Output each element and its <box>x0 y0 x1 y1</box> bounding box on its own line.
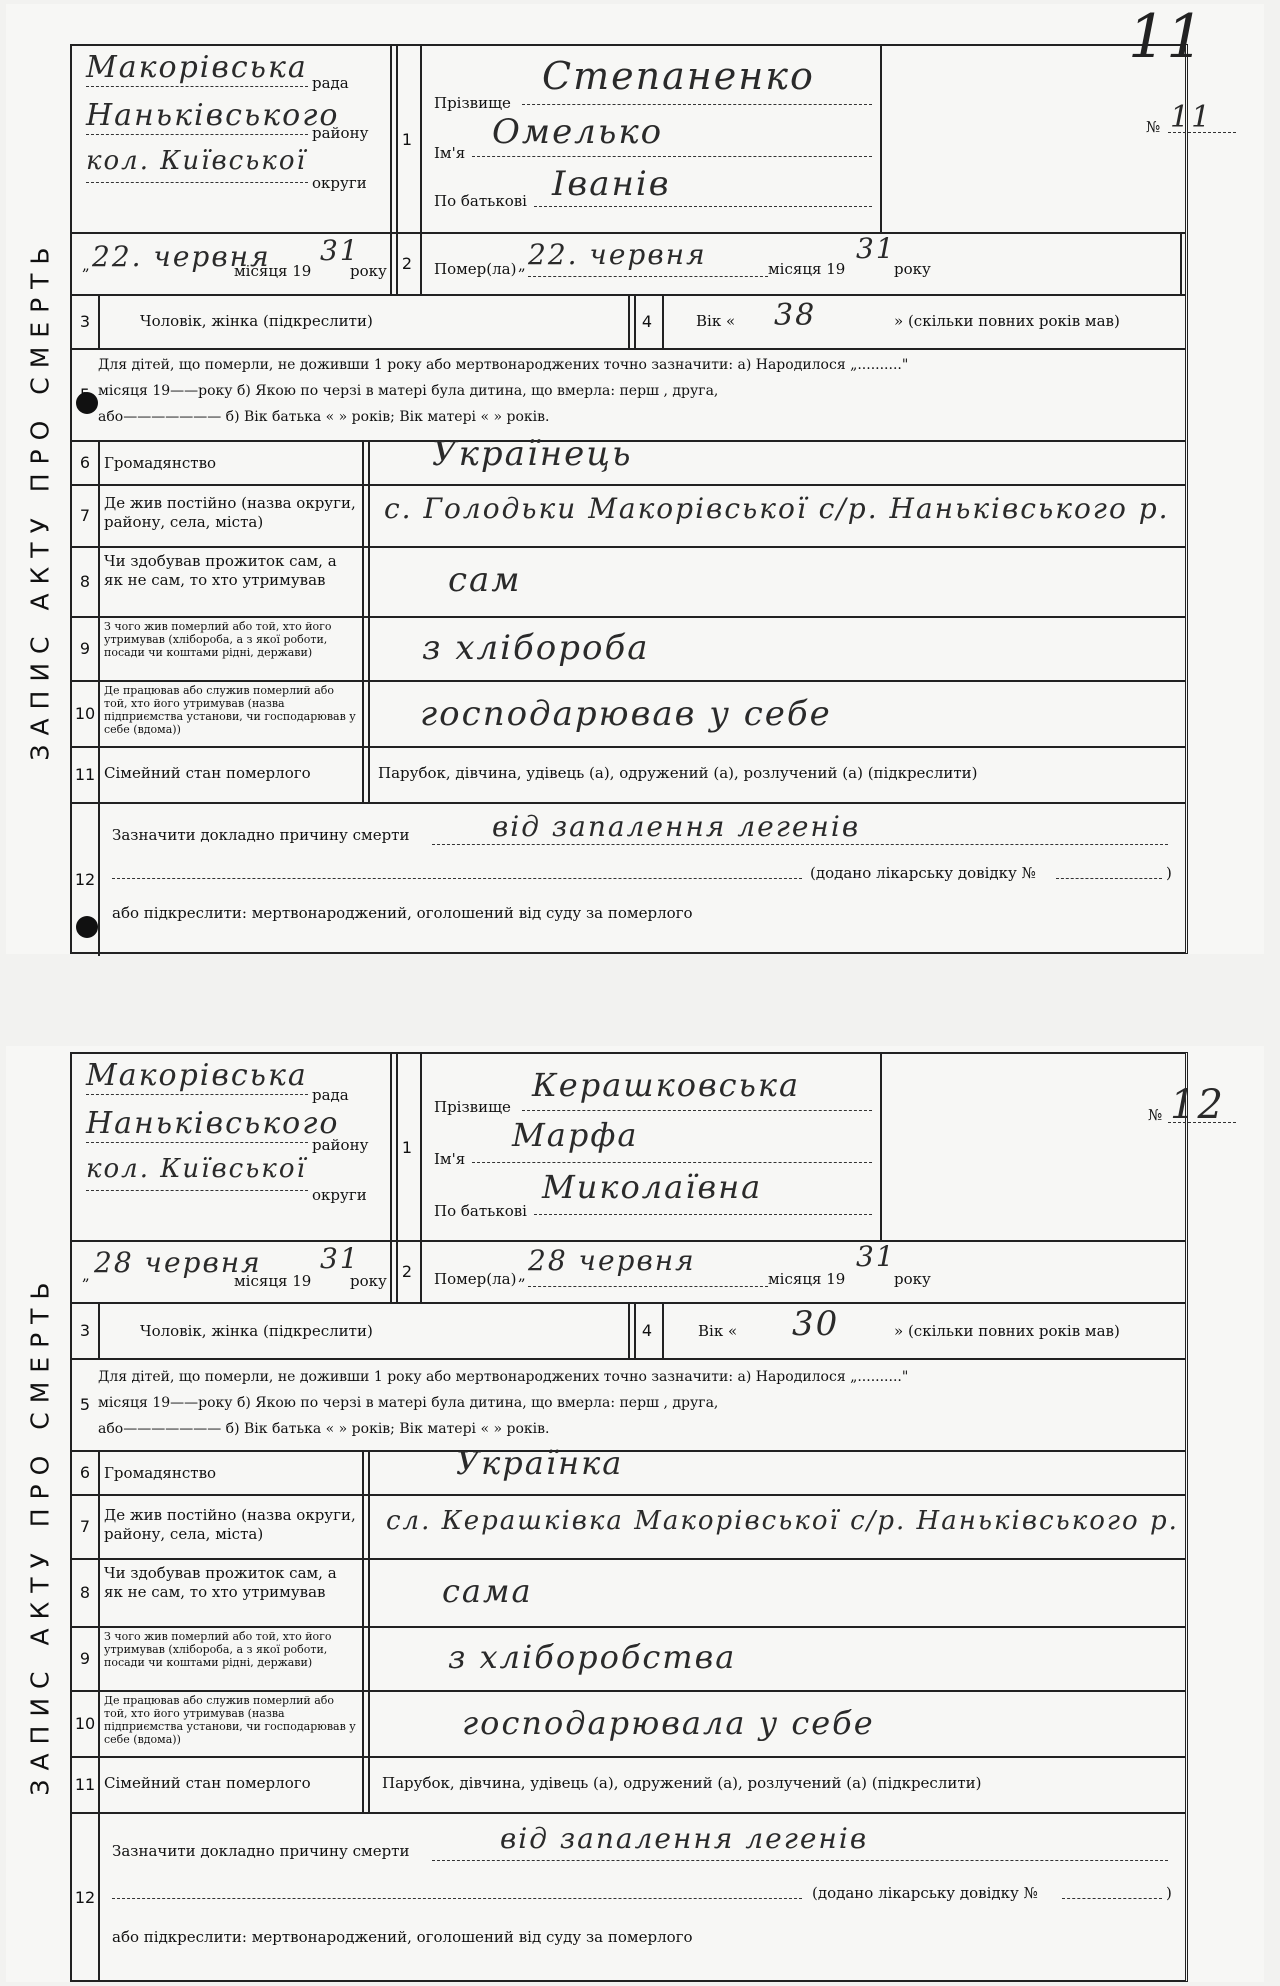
work-row: 10 Де працював або служив померлий або той, хто його утримував (назва підприємства установи, чи господарював у себе (вдома)) господарював у себе <box>72 680 1185 748</box>
registration-date: 28 червня <box>94 1246 262 1279</box>
income-value: сама <box>442 1572 533 1610</box>
sex-label: Чоловік, жінка (підкреслити) <box>140 1322 373 1340</box>
dates-row: „ 28 червня місяця 19 31 року 2 Помер(ла) „ 28 червня місяця 19 31 року <box>72 1240 1185 1304</box>
rada-label: рада <box>312 1086 349 1104</box>
residence-row: 7 Де жив постійно (назва округи, району, села, міста) с. Голодьки Макорівської с/р. Наньківського р. <box>72 484 1185 548</box>
children-row: 5 Для дітей, що померли, не доживши 1 року або мертвонароджених точно зазначити: а) Народилося „.........." місяця 19——року б) Якою по черзі в матері була дитина, що вмерла: перш , друга, або——————— б) Вік батька « » років; Вік матері « » років. <box>72 1358 1185 1452</box>
citizenship-row: 6 Громадянство Українка <box>72 1450 1185 1496</box>
income-row: 8 Чи здобував прожиток сам, а як не сам, то хто утримував сам <box>72 546 1185 618</box>
okruha-value: кол. Київської <box>86 146 307 176</box>
citizenship-value: Українець <box>432 434 633 474</box>
name-label: Ім'я <box>434 1150 466 1168</box>
rada-value: Макорівська <box>86 1058 308 1093</box>
citizenship-label: Громадянство <box>104 454 217 472</box>
residence-label: Де жив постійно (назва округи, району, села, міста) <box>104 1506 356 1543</box>
record-number-value: 11 <box>1170 100 1213 135</box>
patronymic-label: По батькові <box>434 192 527 210</box>
name-value: Марфа <box>512 1116 639 1154</box>
form-frame <box>70 1052 1225 1982</box>
okruha-label: округи <box>312 1186 367 1204</box>
source-row: 9 З чого жив померлий або той, хто його утримував (хлібороба, а з якої роботи, посади чи коштами рідні, держави) з хлібороба <box>72 616 1185 682</box>
marital-label: Сімейний стан померлого <box>104 764 311 782</box>
age-value: 38 <box>774 298 817 333</box>
name-label: Ім'я <box>434 144 466 162</box>
age-suffix: » (скільки повних років мав) <box>894 312 1120 330</box>
form-frame <box>70 44 1213 954</box>
income-row: 8 Чи здобував прожиток сам, а як не сам, то хто утримував сама <box>72 1558 1185 1628</box>
registration-year: 31 <box>320 234 360 267</box>
marital-label: Сімейний стан померлого <box>104 1774 311 1792</box>
marital-options: Парубок, дівчина, удівець (а), одружений (а), розлучений (а) (підкреслити) <box>378 764 978 782</box>
death-date: 22. червня <box>528 238 707 271</box>
residence-label: Де жив постійно (назва округи, району, села, міста) <box>104 494 356 531</box>
surname-value: Степаненко <box>542 54 815 98</box>
marital-row: 11 Сімейний стан померлого Парубок, дівчина, удівець (а), одружений (а), розлучений (а) (підкреслити) <box>72 1756 1185 1814</box>
rada-value: Макорівська <box>86 50 308 85</box>
source-value: з хліборобства <box>448 1638 737 1676</box>
age-value: 30 <box>792 1304 840 1344</box>
death-year: 31 <box>856 232 896 265</box>
children-row: 5 Для дітей, що померли, не доживши 1 року або мертвонароджених точно зазначити: а) Народилося „.........." місяця 19——року б) Якою по черзі в матері була дитина, що вмерла: перш , друга, або——————— б) Вік батька « » років; Вік матері « » років. <box>72 348 1185 442</box>
cause-value: від запалення легенів <box>492 810 861 843</box>
death-record-card-1 <box>6 4 1264 954</box>
citizenship-label: Громадянство <box>104 1464 217 1482</box>
income-label: Чи здобував прожиток сам, а як не сам, то хто утримував <box>104 1564 337 1601</box>
patronymic-value: Іванів <box>552 164 671 204</box>
death-date: 28 червня <box>528 1244 696 1277</box>
age-suffix: » (скільки повних років мав) <box>894 1322 1120 1340</box>
work-value: господарювала у себе <box>462 1704 875 1742</box>
work-value: господарював у себе <box>420 694 832 734</box>
sex-label: Чоловік, жінка (підкреслити) <box>140 312 373 330</box>
marital-options: Парубок, дівчина, удівець (а), одружений (а), розлучений (а) (підкреслити) <box>382 1774 982 1792</box>
age-label: Вік « <box>698 1322 738 1340</box>
stillborn-label: або підкреслити: мертвонароджений, оголошений від суду за померлого <box>112 1928 693 1946</box>
source-row: 9 З чого жив померлий або той, хто його утримував (хлібороба, а з якої роботи, посади чи коштами рідні, держави) з хліборобства <box>72 1626 1185 1692</box>
cause-label: Зазначити докладно причину смерти <box>112 1842 410 1860</box>
dates-row: „ 22. червня місяця 19 31 року 2 Помер(ла) „ 22. червня місяця 19 31 року <box>72 232 1185 296</box>
okruha-value: кол. Київської <box>86 1154 307 1184</box>
cert-label: (додано лікарську довідку № <box>812 1884 1038 1902</box>
surname-value: Керашковська <box>532 1066 801 1104</box>
sex-age-row: 3 Чоловік, жінка (підкреслити) 4 Вік « 38 » (скільки повних років мав) <box>72 294 1185 350</box>
source-label: З чого жив померлий або той, хто його утримував (хлібороба, а з якої роботи, посади чи коштами рідні, держави) <box>104 620 332 659</box>
rada-label: рада <box>312 74 349 92</box>
record-number-value: 12 <box>1170 1082 1225 1128</box>
source-value: з хлібороба <box>422 628 650 668</box>
work-label: Де працював або служив померлий або той, хто його утримував (назва підприємства установи, чи господарював у себе (вдома)) <box>104 1694 356 1746</box>
surname-label: Прізвище <box>434 94 511 112</box>
residence-value: сл. Керашківка Макорівської с/р. Наньківського р. <box>386 1506 1179 1536</box>
cause-row: 12 Зазначити докладно причину смерти від запалення легенів (додано лікарську довідку № ) або підкреслити: мертвонароджений, оголошений від суду за померлого <box>72 802 1185 956</box>
work-row: 10 Де працював або служив померлий або той, хто його утримував (назва підприємства установи, чи господарював у себе (вдома)) господарювала у себе <box>72 1690 1185 1758</box>
patronymic-label: По батькові <box>434 1202 527 1220</box>
registration-year: 31 <box>320 1242 360 1275</box>
vertical-title: ЗАПИС АКТУ ПРО СМЕРТЬ <box>25 237 55 761</box>
corner-number-mark: 11 <box>1128 2 1205 72</box>
vertical-title: ЗАПИС АКТУ ПРО СМЕРТЬ <box>25 1272 55 1796</box>
sex-age-row: 3 Чоловік, жінка (підкреслити) 4 Вік « 30 » (скільки повних років мав) <box>72 1302 1185 1360</box>
raion-value: Наньківського <box>86 98 340 133</box>
name-value: Омелько <box>492 112 664 152</box>
registration-date: 22. червня <box>92 240 271 273</box>
age-label: Вік « <box>696 312 736 330</box>
death-record-card-2 <box>6 1046 1264 1982</box>
source-label: З чого жив померлий або той, хто його утримував (хлібороба, а з якої роботи, посади чи коштами рідні, держави) <box>104 1630 332 1669</box>
patronymic-value: Миколаївна <box>542 1168 763 1206</box>
income-label: Чи здобував прожиток сам, а як не сам, то хто утримував <box>104 552 337 589</box>
record-number-label: № <box>1148 1106 1163 1124</box>
residence-value: с. Голодьки Макорівської с/р. Наньківського р. <box>384 492 1170 525</box>
header-row: Макорівська рада Наньківського району кол. Київської округи 1 Прізвище Керашковська Ім'я Марфа По батькові Миколаївна № 12 <box>72 1054 1185 1242</box>
citizenship-value: Українка <box>456 1444 624 1482</box>
surname-label: Прізвище <box>434 1098 511 1116</box>
work-label: Де працював або служив померлий або той, хто його утримував (назва підприємства установи, чи господарював у себе (вдома)) <box>104 684 356 736</box>
cause-value: від запалення легенів <box>500 1822 869 1855</box>
residence-row: 7 Де жив постійно (назва округи, району, села, міста) сл. Керашківка Макорівської с/р. Наньківського р. <box>72 1494 1185 1560</box>
death-year: 31 <box>856 1240 896 1273</box>
raion-label: району <box>312 124 369 142</box>
income-value: сам <box>448 560 522 600</box>
marital-row: 11 Сімейний стан померлого Парубок, дівчина, удівець (а), одружений (а), розлучений (а) (підкреслити) <box>72 746 1185 804</box>
cause-row: 12 Зазначити докладно причину смерти від запалення легенів (додано лікарську довідку № ) або підкреслити: мертвонароджений, оголошений від суду за померлого <box>72 1812 1185 1982</box>
cause-label: Зазначити докладно причину смерти <box>112 826 410 844</box>
citizenship-row: 6 Громадянство Українець <box>72 440 1185 486</box>
stillborn-label: або підкреслити: мертвонароджений, оголошений від суду за померлого <box>112 904 693 922</box>
died-label: Помер(ла) <box>434 1270 517 1288</box>
cert-label: (додано лікарську довідку № <box>810 864 1036 882</box>
died-label: Помер(ла) <box>434 260 517 278</box>
header-row: Макорівська рада Наньківського району кол. Київської округи 1 Прізвище Степаненко Ім'я Омелько По батькові Іванів № 11 <box>72 46 1185 234</box>
okruha-label: округи <box>312 174 367 192</box>
raion-label: району <box>312 1136 369 1154</box>
raion-value: Наньківського <box>86 1106 340 1141</box>
record-number-label: № <box>1146 118 1161 136</box>
